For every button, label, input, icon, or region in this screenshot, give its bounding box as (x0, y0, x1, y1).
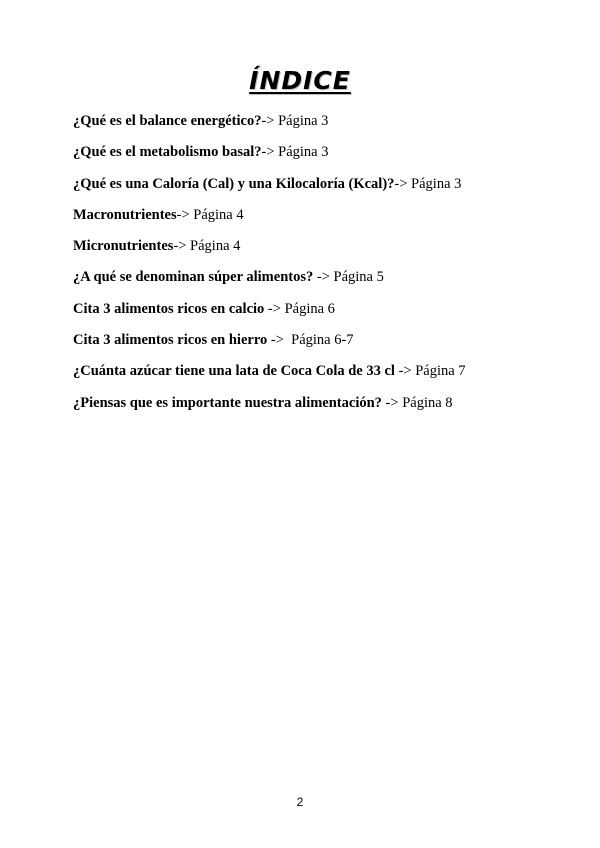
toc-entry-page: Página 4 (190, 238, 241, 255)
toc-entry-arrow: -> (173, 238, 191, 255)
toc-entry-arrow: -> (394, 175, 412, 192)
toc-entry-page: Página 3 (278, 144, 329, 161)
toc-entry-title: ¿Qué es el balance energético? (73, 113, 262, 129)
toc-entry-title: ¿Qué es una Caloría (Cal) y una Kilocaloría (Kcal)? (73, 175, 395, 192)
toc-entry-title: ¿A qué se denominan súper alimentos? (73, 269, 314, 286)
toc-entry (73, 141, 573, 172)
toc-entry-title: Micronutrientes (73, 238, 174, 255)
toc-entry-page: Página 3 (278, 113, 329, 129)
index-title: ÍNDICE (249, 66, 351, 95)
toc-entry (73, 266, 573, 297)
toc-entry (73, 392, 573, 423)
toc-entry-page: Página 3 (411, 175, 462, 192)
toc-entry (73, 298, 573, 329)
toc-entry-arrow: -> (381, 394, 403, 411)
toc-entry-arrow: -> (176, 206, 194, 223)
toc-entry-arrow: -> (264, 300, 285, 317)
toc-entry (73, 204, 573, 235)
toc-entry (73, 329, 573, 360)
toc-entry-title: ¿Cuánta azúcar tiene una lata de Coca Cola de 33 cl (73, 363, 395, 380)
toc-entry (73, 235, 573, 266)
toc-entry-arrow: -> (394, 363, 416, 380)
toc-entry-page: Página 4 (193, 206, 244, 223)
toc-entry-title: ¿Qué es el metabolismo basal? (73, 144, 262, 161)
table-of-contents (73, 110, 573, 423)
toc-entry (73, 110, 573, 141)
toc-entry-arrow: -> (267, 332, 292, 349)
toc-entry-arrow: -> (261, 144, 279, 161)
toc-entry-page: Página 6 (284, 300, 335, 317)
toc-entry-title: Cita 3 alimentos ricos en calcio (73, 300, 265, 317)
toc-entry (73, 360, 573, 391)
toc-entry (73, 173, 573, 204)
toc-entry-arrow: -> (313, 269, 334, 286)
toc-entry-title: ¿Piensas que es importante nuestra alimentación? (73, 394, 382, 411)
toc-entry-page: Página 8 (402, 394, 453, 411)
toc-entry-arrow: -> (261, 113, 279, 129)
toc-entry-page: Página 5 (333, 269, 384, 286)
toc-entry-page: Página 7 (415, 363, 466, 380)
toc-entry-title: Cita 3 alimentos ricos en hierro (73, 332, 268, 349)
toc-entry-title: Macronutrientes (73, 206, 177, 223)
toc-entry-page: Página 6-7 (291, 332, 354, 349)
page-number: 2 (296, 795, 304, 809)
